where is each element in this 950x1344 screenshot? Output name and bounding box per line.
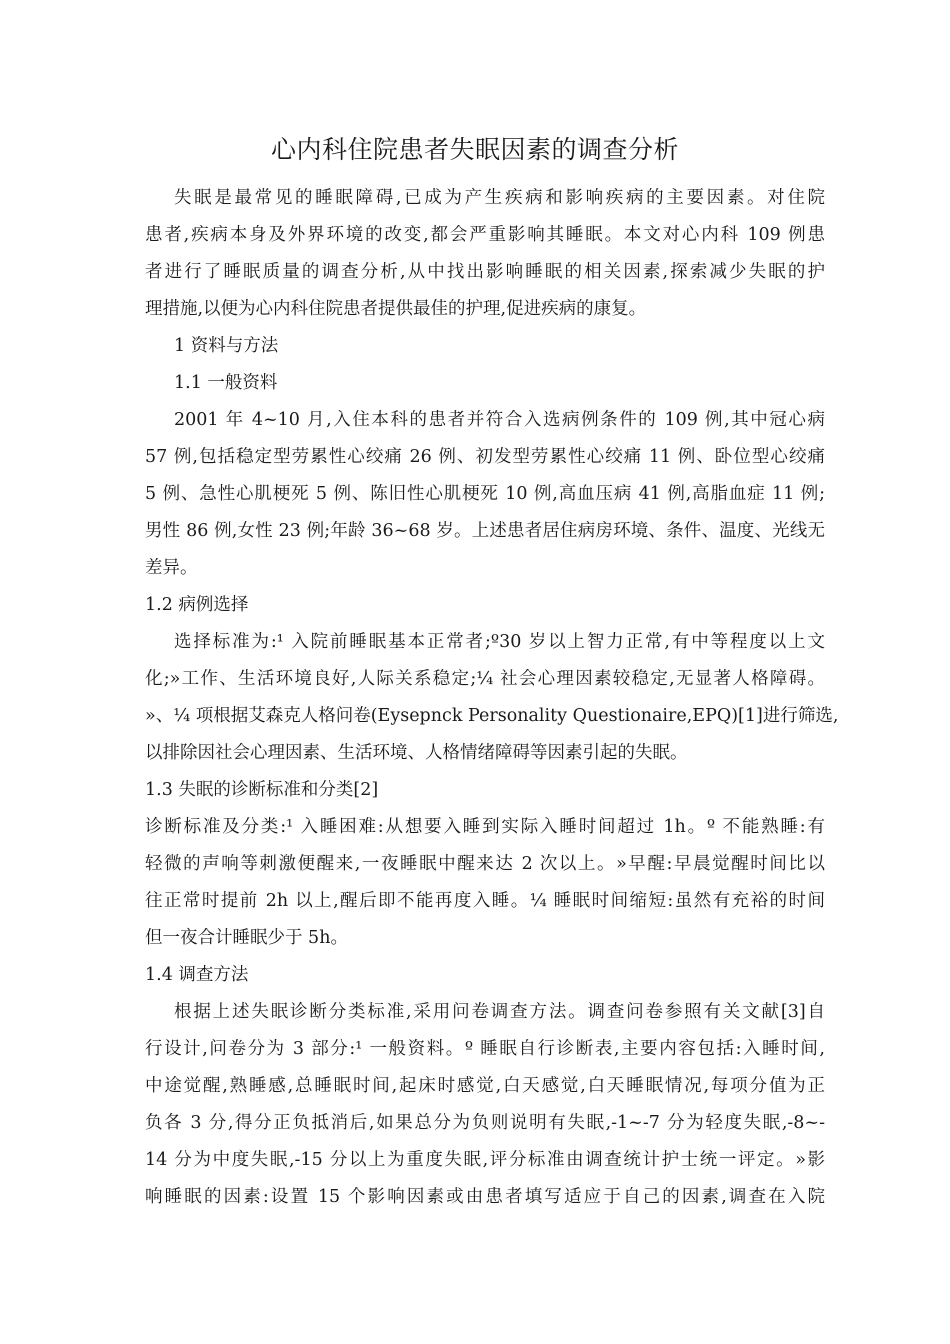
- paragraph-line: 响睡眠的因素:设置 15 个影响因素或由患者填写适应于自己的因素,调查在入院: [145, 1187, 825, 1207]
- paragraph-line: 以排除因社会心理因素、生活环境、人格情绪障碍等因素引起的失眠。: [145, 743, 688, 763]
- subsection-heading: 1.4 调查方法: [145, 965, 249, 985]
- paragraph-line: 选择标准为:¹ 入院前睡眠基本正常者;º30 岁以上智力正常,有中等程度以上文: [174, 632, 825, 652]
- paragraph-line: 57 例,包括稳定型劳累性心绞痛 26 例、初发型劳累性心绞痛 11 例、卧位型心绞痛: [145, 447, 825, 467]
- document-title: 心内科住院患者失眠因素的调查分析: [270, 135, 679, 164]
- paragraph-line: 男性 86 例,女性 23 例;年龄 36~68 岁。上述患者居住病房环境、条件、温度、光线无: [145, 521, 825, 541]
- subsection-heading: 1.2 病例选择: [145, 595, 249, 615]
- paragraph-line: 但一夜合计睡眠少于 5h。: [145, 928, 348, 948]
- subsection-heading: 1.3 失眠的诊断标准和分类[2]: [145, 780, 379, 800]
- paragraph-line: 5 例、急性心肌梗死 5 例、陈旧性心肌梗死 10 例,高血压病 41 例,高脂血症 11 例;: [145, 484, 825, 504]
- paragraph-line: 失眠是最常见的睡眠障碍,已成为产生疾病和影响疾病的主要因素。对住院: [174, 188, 825, 208]
- paragraph-line: 负各 3 分,得分正负抵消后,如果总分为负则说明有失眠,-1~-7 分为轻度失眠,-8~-: [145, 1113, 825, 1133]
- paragraph-line: 诊断标准及分类:¹ 入睡困难:从想要入睡到实际入睡时间超过 1h。º 不能熟睡:有: [145, 817, 825, 837]
- paragraph-line: 理措施,以便为心内科住院患者提供最佳的护理,促进疾病的康复。: [145, 299, 647, 319]
- subsection-heading: 1.1 一般资料: [174, 373, 278, 393]
- paragraph-line: 轻微的声响等刺激便醒来,一夜睡眠中醒来达 2 次以上。»早醒:早晨觉醒时间比以: [145, 854, 825, 874]
- paragraph-line: 化;»工作、生活环境良好,人际关系稳定;¼ 社会心理因素较稳定,无显著人格障碍。: [145, 669, 825, 689]
- paragraph-line: 根据上述失眠诊断分类标准,采用问卷调查方法。调查问卷参照有关文献[3]自: [174, 1002, 825, 1022]
- paragraph-line: »、¼ 项根据艾森克人格问卷(Eysepnck Personality Questionaire,EPQ)[1]进行筛选,: [145, 706, 839, 726]
- paragraph-line: 患者,疾病本身及外界环境的改变,都会严重影响其睡眠。本文对心内科 109 例患: [145, 225, 825, 245]
- paragraph-line: 者进行了睡眠质量的调查分析,从中找出影响睡眠的相关因素,探索减少失眠的护: [145, 262, 825, 282]
- paragraph-line: 往正常时提前 2h 以上,醒后即不能再度入睡。¼ 睡眠时间缩短:虽然有充裕的时间: [145, 891, 825, 911]
- paragraph-line: 中途觉醒,熟睡感,总睡眠时间,起床时感觉,白天感觉,白天睡眠情况,每项分值为正: [145, 1076, 825, 1096]
- paragraph-line: 14 分为中度失眠,-15 分以上为重度失眠,评分标准由调查统计护士统一评定。»影: [145, 1150, 825, 1170]
- paragraph-line: 差异。: [145, 558, 198, 578]
- section-heading: 1 资料与方法: [174, 336, 279, 356]
- paragraph-line: 行设计,问卷分为 3 部分:¹ 一般资料。º 睡眠自行诊断表,主要内容包括:入睡时间,: [145, 1039, 825, 1059]
- paragraph-line: 2001 年 4~10 月,入住本科的患者并符合入选病例条件的 109 例,其中冠心病: [174, 410, 825, 430]
